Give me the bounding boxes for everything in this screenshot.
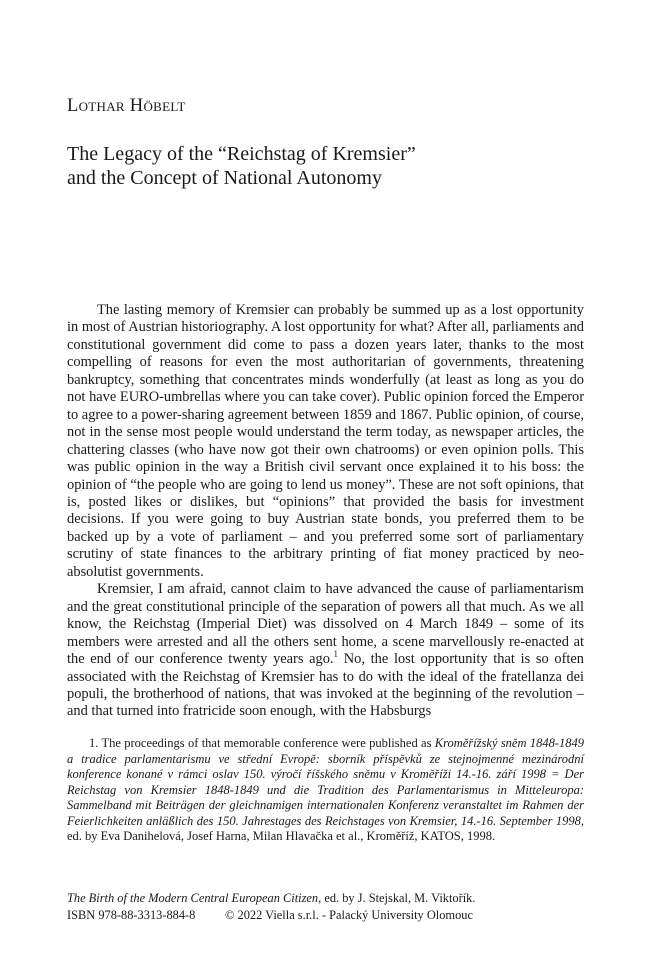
paragraph-1: The lasting memory of Kremsier can probably be summed up as a lost opportunity in most of Austrian historiography. A lost opportunity for what? After all, parliaments and constitutional government did come to pass a dozen years later, thanks to the most compelling of reasons for even the most authoritarian of governments, threatening bankruptcy, something that concentrates minds wonderfully (at least as long as you do not have EURO-umbrellas where you can take cover). Public opinion forced the Emperor to agree to a power-sharing agreement between 1859 and 1867. Public opinion, of course, not in the sense most people would understand the term today, as newspaper articles, the chattering classes (who have now got their own chatrooms) or even opinion polls. This was public opinion in the way a British civil servant once explained it to his boss: the opinion of “the people who are going to lend us money”. These are not soft opinions, that is, posted likes or dislikes, but “opinions” that provided the basis for investment decisions. If you were going to buy Austrian state bonds, you preferred them to be backed up by a vote of parliament – and you preferred some sort of parliamentary scrutiny of state finances to the arbitrary printing of fiat money practiced by neo-absolutist governments. — [67, 302, 584, 580]
paragraph-2-continued: No, the lost opportunity that is so often associated with the Reichstag of Kremsier has to do with the ideal of the fratellanza dei populi, the brotherhood of nations, that was invoked at the beginning of the revolution – and that turned into fratricide soon enough, with the Habsburgs — [67, 651, 584, 720]
footnote-1 — [67, 736, 584, 845]
footnote-reference[interactable]: 1 — [333, 649, 339, 660]
footnote-lead: 1. The proceedings of that memorable conference were published as — [89, 736, 435, 750]
page-footer — [67, 890, 587, 924]
paragraph-2 — [67, 581, 584, 721]
isbn: ISBN 978-88-3313-884-8 — [67, 908, 196, 922]
book-title: The Birth of the Modern Central European Citizen — [67, 891, 319, 905]
footnote — [67, 736, 584, 845]
title-line-2: and the Concept of National Autonomy — [67, 167, 382, 189]
author-name: Lothar Höbelt — [67, 96, 186, 116]
article-body — [67, 302, 584, 721]
footnote-citation-title: Kroměřížský sněm 1848-1849 a tradice parlamentarismu ve střední Evropě: sborník příspěvků ze stejnojmenné mezinárodní konference konané v rámci oslav 150. výročí říšského sněmu v Kroměříži 14.-16. září 1998 = Der Reichstag von Kremsier 1848-1849 und die Tradition des Parlamentarismus in Mitteleuropa: Sammelband mit Beiträgen der gleichnamigen internationalen Konferenz veranstaltet im Rahmen der Feierlichkeiten anläßlich des 150. Jahrestages des Reichstages von Kremsier, 14.-16. September 1998 — [67, 736, 584, 828]
article-title — [67, 142, 607, 190]
book-editors: , ed. by J. Stejskal, M. Viktořík. — [318, 891, 476, 905]
footnote-tail: , ed. by Eva Danihelová, Josef Harna, Milan Hlavačka et al., Kroměříž, KATOS, 1998. — [67, 813, 584, 843]
copyright: © 2022 Viella s.r.l. - Palacký University Olomouc — [225, 908, 473, 922]
footer-line-1 — [67, 890, 587, 907]
title-line-1: The Legacy of the “Reichstag of Kremsier” — [67, 143, 416, 165]
paragraph-2-text: Kremsier, I am afraid, cannot claim to have advanced the cause of parliamentarism and the great constitutional principle of the separation of powers all that much. As we all know, the Reichstag (Imperial Diet) was dissolved on 4 March 1849 – some of its members were arrested and all the others sent home, a scene marvellously re-enacted at the end of our conference twenty years ago. — [67, 581, 584, 668]
footer-line-2 — [67, 907, 587, 924]
